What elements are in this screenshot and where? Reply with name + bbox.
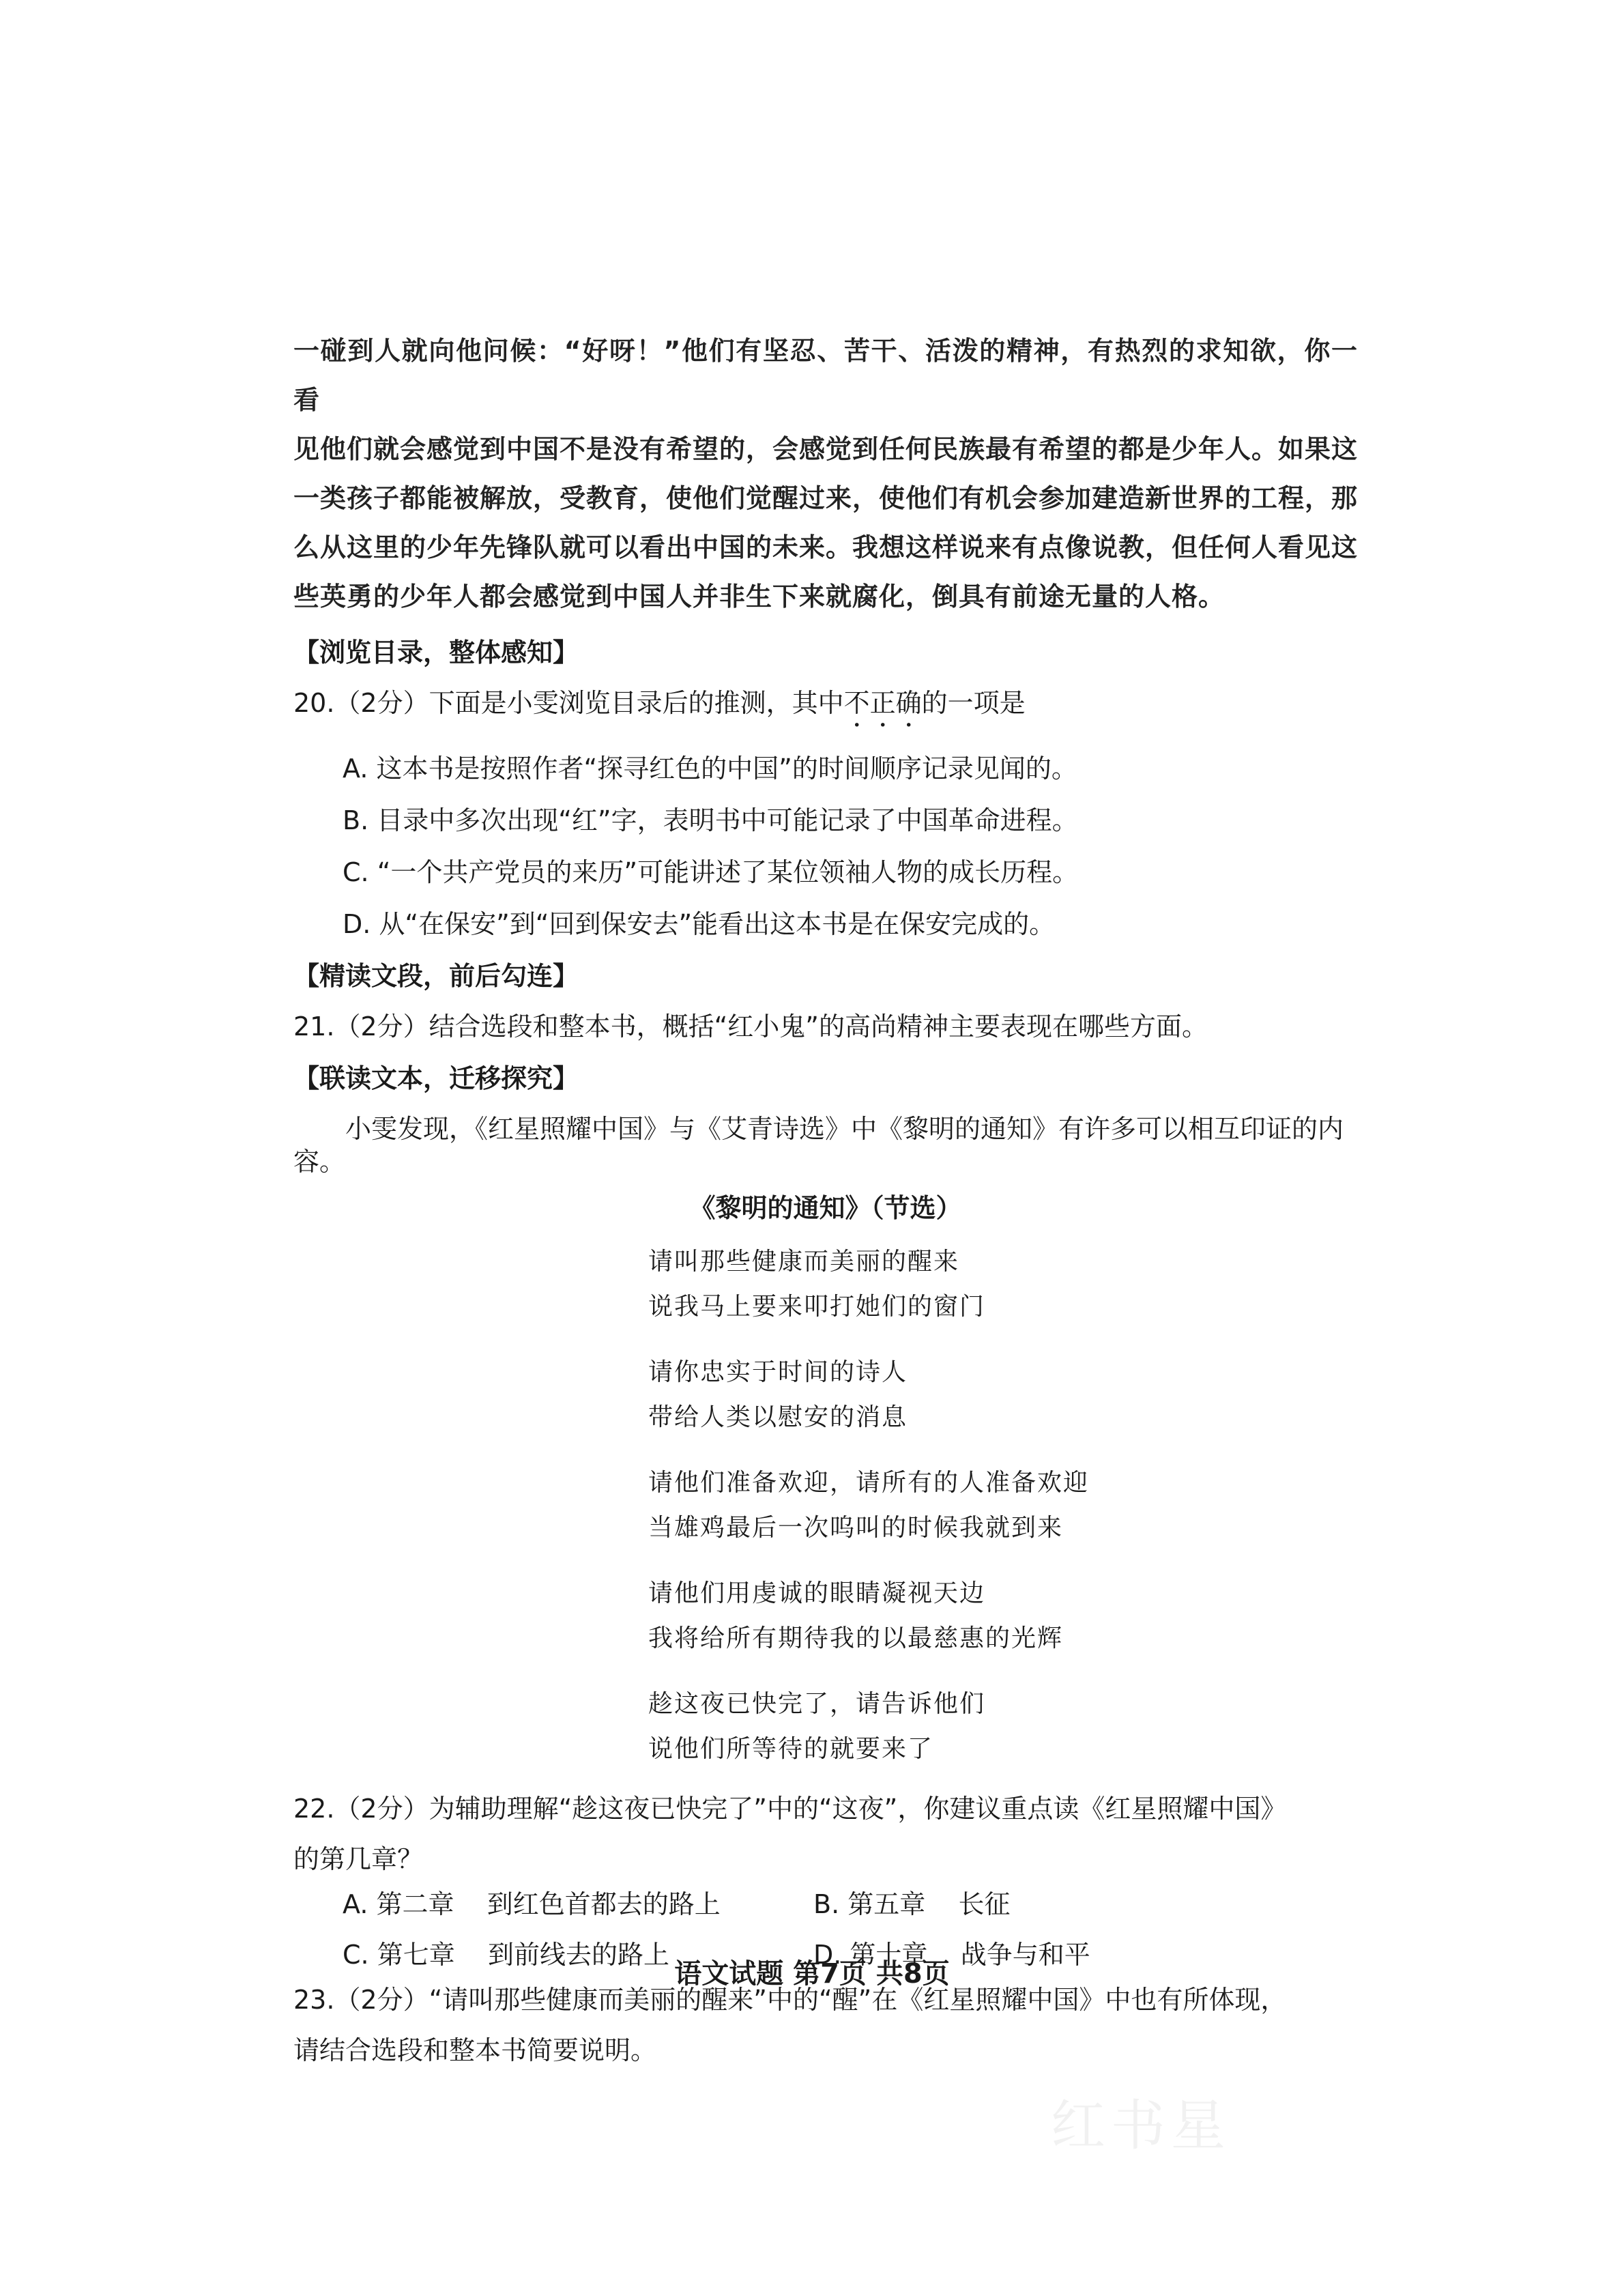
poem-stanza bbox=[648, 1571, 1358, 1661]
question-20-option-d: D. 从“在保安”到“回到保安去”能看出这本书是在保安完成的。 bbox=[343, 909, 1056, 939]
joint-reading-intro: 小雯发现，《红星照耀中国》与《艾青诗选》中《黎明的通知》有许多可以相互印证的内容。 bbox=[293, 1114, 1344, 1177]
question-23-stem bbox=[293, 1983, 1358, 2067]
passage-line: 一碰到人就向他问候：“好呀！”他们有坚忍、苦干、活泼的精神，有热烈的求知欲，你一看 bbox=[293, 336, 1358, 415]
page-content bbox=[293, 326, 1358, 2086]
question-22-choice-b: B. 第五章 长征 bbox=[813, 1889, 1011, 1919]
poem-line: 说他们所等待的就要来了 bbox=[648, 1735, 934, 1763]
poem-line: 趁这夜已快完了，请告诉他们 bbox=[648, 1690, 986, 1718]
poem-stanza bbox=[648, 1350, 1358, 1440]
poem-stanza bbox=[648, 1682, 1358, 1772]
passage-line: 见他们就会感觉到中国不是没有希望的，会感觉到任何民族最有希望的都是少年人。如果这 bbox=[293, 434, 1359, 464]
question-22-stem-line: 的第几章？ bbox=[293, 1844, 424, 1874]
passage-line: 一类孩子都能被解放，受教育，使他们觉醒过来，使他们有机会参加建造新世界的工程，那 bbox=[293, 483, 1359, 513]
poem-line: 请他们用虔诚的眼睛凝视天边 bbox=[648, 1579, 986, 1607]
question-23-stem-line: 23.（2分）“请叫那些健康而美丽的醒来”中的“醒”在《红星照耀中国》中也有所体现， bbox=[293, 1985, 1287, 2015]
reading-passage bbox=[293, 326, 1358, 621]
poem-line: 带给人类以慰安的消息 bbox=[648, 1403, 908, 1431]
poem-stanza bbox=[648, 1461, 1358, 1551]
question-20-option-b: B. 目录中多次出现“红”字，表明书中可能记录了中国革命进程。 bbox=[343, 805, 1078, 835]
question-23-stem-line: 请结合选段和整本书简要说明。 bbox=[293, 2035, 657, 2065]
section-heading-browse: 【浏览目录，整体感知】 bbox=[293, 637, 579, 668]
poem-title: 《黎明的通知》（节选） bbox=[689, 1193, 962, 1223]
page-footer: 语文试题 第7页 共8页 bbox=[674, 1958, 950, 1990]
question-20-option-c: C. “一个共产党员的来历”可能讲述了某位领袖人物的成长历程。 bbox=[343, 857, 1079, 887]
question-22-choice-d: D. 第十章 战争与和平 bbox=[813, 1940, 1090, 1970]
question-20-stem-prefix: 20.（2分）下面是小雯浏览目录后的推测，其中 bbox=[293, 688, 844, 718]
question-22-choice-c: C. 第七章 到前线去的路上 bbox=[343, 1940, 670, 1970]
question-21-stem: 21.（2分）结合选段和整本书，概括“红小鬼”的高尚精神主要表现在哪些方面。 bbox=[293, 1011, 1208, 1042]
poem-line: 请他们准备欢迎，请所有的人准备欢迎 bbox=[648, 1469, 1090, 1497]
section-heading-close-reading: 【精读文段，前后勾连】 bbox=[293, 961, 579, 991]
passage-line: 些英勇的少年人都会感觉到中国人并非生下来就腐化，倒具有前途无量的人格。 bbox=[293, 582, 1226, 612]
question-20-option-a: A. 这本书是按照作者“探寻红色的中国”的时间顺序记录见闻的。 bbox=[343, 754, 1077, 784]
poem-line: 说我马上要来叩打她们的窗门 bbox=[648, 1293, 986, 1321]
section-heading-joint-reading: 【联读文本，迁移探究】 bbox=[293, 1063, 579, 1093]
poem-line: 我将给所有期待我的以最慈惠的光辉 bbox=[648, 1624, 1064, 1652]
poem-line: 请叫那些健康而美丽的醒来 bbox=[648, 1248, 960, 1276]
poem-stanza bbox=[648, 1239, 1358, 1330]
question-22-choice-a: A. 第二章 到红色首都去的路上 bbox=[343, 1889, 721, 1919]
question-20-stem bbox=[293, 687, 1358, 733]
question-22-stem bbox=[293, 1792, 1358, 1876]
poem-line: 请你忠实于时间的诗人 bbox=[648, 1358, 908, 1386]
poem-line: 当雄鸡最后一次呜叫的时候我就到来 bbox=[648, 1514, 1064, 1542]
watermark: 红书星 bbox=[1051, 2094, 1231, 2157]
question-20-options bbox=[293, 752, 1358, 941]
poem-body bbox=[648, 1239, 1358, 1772]
question-22-stem-line: 22.（2分）为辅助理解“趁这夜已快完了”中的“这夜”，你建议重点读《红星照耀中国》 bbox=[293, 1794, 1287, 1824]
question-20-stem-emphasis: 不正确 bbox=[843, 688, 922, 718]
passage-line: 么从这里的少年先锋队就可以看出中国的未来。我想这样说来有点像说教，但任何人看见这 bbox=[293, 532, 1359, 562]
question-20-stem-suffix: 的一项是 bbox=[921, 688, 1026, 718]
